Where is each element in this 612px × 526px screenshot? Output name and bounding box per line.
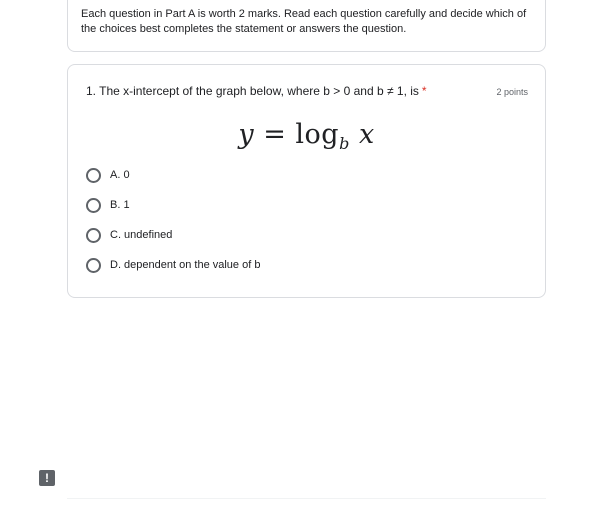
question-points: 2 points — [496, 87, 528, 97]
option-label: C. undefined — [110, 229, 173, 241]
option-label: D. dependent on the value of b — [110, 259, 261, 271]
radio-button[interactable] — [86, 168, 101, 183]
formula-equals: = — [263, 119, 287, 150]
option-a[interactable] — [86, 166, 130, 184]
required-asterisk: * — [421, 84, 427, 98]
option-b[interactable] — [86, 196, 130, 214]
radio-button[interactable] — [86, 198, 101, 213]
section-description: Each question in Part A is worth 2 marks. Read each question carefully and decide which of the choices best completes the statement or answers the question. — [81, 8, 527, 35]
divider — [67, 498, 546, 499]
option-label: B. 1 — [110, 199, 130, 211]
radio-button[interactable] — [86, 258, 101, 273]
formula-base: b — [339, 134, 350, 153]
question-text: 1. The x-intercept of the graph below, where b > 0 and b ≠ 1, is — [86, 84, 419, 98]
option-d[interactable] — [86, 256, 260, 274]
radio-button[interactable] — [86, 228, 101, 243]
question-title — [86, 84, 427, 98]
formula-func: log — [295, 119, 340, 150]
question-card — [67, 64, 546, 298]
section-description-card — [67, 0, 546, 52]
formula-arg: x — [358, 119, 375, 150]
question-formula-image — [68, 119, 545, 153]
option-c[interactable] — [86, 226, 172, 244]
report-problem-icon[interactable]: ! — [39, 470, 55, 486]
formula-lhs: y — [238, 119, 255, 150]
option-label: A. 0 — [110, 169, 130, 181]
